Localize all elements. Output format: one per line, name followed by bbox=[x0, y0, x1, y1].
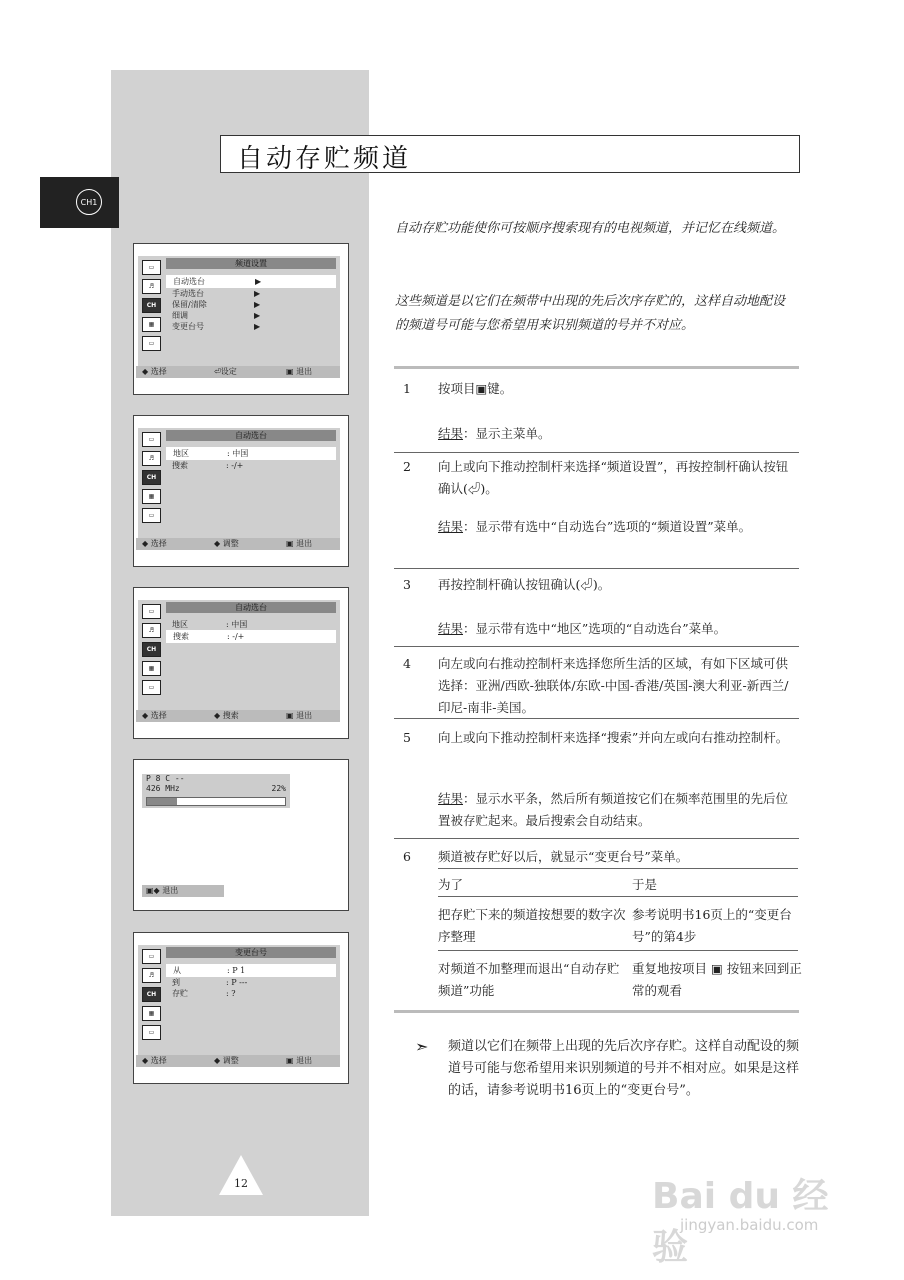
screen-bg bbox=[138, 428, 340, 538]
menu-item-label: 存贮 bbox=[172, 989, 188, 998]
arrow-right-icon: ▶ bbox=[255, 277, 262, 286]
menu-item-label: 手动选台 bbox=[172, 289, 204, 298]
tv-screen-sort-channel bbox=[133, 932, 349, 1084]
menu-footer bbox=[142, 885, 224, 897]
menu-header: 自动选台 bbox=[166, 602, 336, 613]
table-rule bbox=[438, 868, 798, 869]
arrow-icon: ➣ bbox=[415, 1037, 429, 1056]
note-text: 频道以它们在频带上出现的先后次序存贮。这样自动配设的频道号可能与您希望用来识别频道的号并不相对应。如果是这样的话，请参考说明书16页上的“变更台号”。 bbox=[448, 1039, 800, 1098]
page-number: 12 bbox=[234, 1177, 248, 1190]
table-rule bbox=[438, 896, 798, 897]
function-icon: ▦ bbox=[142, 317, 161, 332]
step-text: 向上或向下推动控制杆来选择“频道设置”，再按控制杆确认按钮确认(⏎)。 bbox=[438, 459, 789, 496]
result-label: 结果 bbox=[438, 519, 464, 534]
step-number: 6 bbox=[403, 849, 411, 864]
progress-fill bbox=[147, 798, 177, 805]
footer-exit: ▣◆ 退出 bbox=[146, 886, 179, 895]
divider bbox=[394, 568, 799, 569]
arrow-right-icon: ▶ bbox=[254, 322, 261, 331]
menu-item-label: 变更台号 bbox=[172, 322, 204, 331]
picture-icon: ▭ bbox=[142, 260, 161, 275]
table-cell: 重复地按项目 ▣ 按钮来回到正常的观看 bbox=[632, 961, 802, 998]
channel-icon: CH bbox=[142, 642, 161, 657]
menu-list bbox=[166, 619, 336, 643]
menu-item-value: : 中国 bbox=[227, 449, 249, 458]
menu-item[interactable] bbox=[166, 288, 336, 299]
menu-list bbox=[166, 447, 336, 471]
freq-line bbox=[142, 784, 290, 794]
input-icon: ▭ bbox=[142, 680, 161, 695]
menu-item-label: 细调 bbox=[172, 311, 188, 320]
menu-item-label: 保留/清除 bbox=[172, 300, 207, 309]
chapter-label: CH1 bbox=[76, 189, 102, 215]
step-number: 2 bbox=[403, 459, 411, 474]
input-icon: ▭ bbox=[142, 508, 161, 523]
table-cell: 对频道不加整理而退出“自动存贮频道”功能 bbox=[438, 961, 620, 998]
screen-bg bbox=[138, 945, 340, 1055]
picture-icon: ▭ bbox=[142, 432, 161, 447]
menu-item[interactable] bbox=[166, 299, 336, 310]
step-1 bbox=[395, 378, 800, 400]
picture-icon: ▭ bbox=[142, 604, 161, 619]
arrow-right-icon: ▶ bbox=[254, 289, 261, 298]
step-3-result bbox=[438, 618, 800, 640]
step-4 bbox=[395, 653, 800, 719]
function-icon: ▦ bbox=[142, 1006, 161, 1021]
menu-icons bbox=[140, 604, 162, 699]
footer-exit: ▣ 退出 bbox=[286, 367, 313, 376]
channel-icon: CH bbox=[142, 987, 161, 1002]
action-table bbox=[438, 868, 802, 1008]
menu-icons bbox=[140, 432, 162, 527]
table-rule bbox=[438, 950, 798, 951]
page-number-badge bbox=[219, 1155, 263, 1195]
tv-screen-search-progress bbox=[133, 759, 349, 911]
watermark bbox=[640, 1150, 850, 1268]
result-label: 结果 bbox=[438, 621, 464, 636]
menu-item[interactable] bbox=[166, 630, 336, 643]
menu-item-label: 搜索 bbox=[172, 461, 188, 470]
menu-item-label: 搜索 bbox=[173, 632, 189, 641]
step-text: 向左或向右推动控制杆来选择您所生活的区域，有如下区域可供选择：亚洲/西欧-独联体/东欧-中国-香港/英国-澳大利亚-新西兰/印尼-南非-美国。 bbox=[438, 656, 789, 715]
menu-header: 变更台号 bbox=[166, 947, 336, 958]
function-icon: ▦ bbox=[142, 661, 161, 676]
footer-select: ◆ 选择 bbox=[142, 367, 167, 376]
picture-icon: ▭ bbox=[142, 949, 161, 964]
sound-icon: ♬ bbox=[142, 968, 161, 983]
menu-item-label: 到 bbox=[172, 978, 180, 987]
channel-readout: P 8 C -- bbox=[146, 774, 185, 783]
step-5-result bbox=[438, 788, 800, 832]
menu-item-label: 自动选台 bbox=[173, 277, 205, 286]
divider bbox=[394, 452, 799, 453]
title-box bbox=[220, 135, 800, 173]
footer-exit: ▣ 退出 bbox=[286, 711, 313, 720]
result-text: ：显示带有选中“地区”选项的“自动选台”菜单。 bbox=[463, 621, 727, 636]
menu-item[interactable] bbox=[166, 977, 336, 988]
step-5 bbox=[395, 727, 800, 749]
screen-bg bbox=[138, 600, 340, 710]
divider bbox=[394, 718, 799, 719]
menu-item[interactable] bbox=[166, 321, 336, 332]
menu-item[interactable] bbox=[166, 275, 336, 288]
function-icon: ▦ bbox=[142, 489, 161, 504]
footer-adjust: ◆ 调整 bbox=[214, 539, 239, 548]
sound-icon: ♬ bbox=[142, 451, 161, 466]
step-2-result bbox=[438, 516, 800, 538]
result-text: ：显示主菜单。 bbox=[463, 426, 551, 441]
frequency: 426 MHz bbox=[146, 784, 180, 793]
tv-screen-auto-store-search bbox=[133, 587, 349, 739]
step-number: 3 bbox=[403, 577, 411, 592]
menu-footer bbox=[136, 1055, 340, 1067]
sound-icon: ♬ bbox=[142, 623, 161, 638]
footer-search: ◆ 搜索 bbox=[214, 711, 239, 720]
menu-item-label: 地区 bbox=[172, 620, 188, 629]
step-text: 按项目▣键。 bbox=[438, 381, 513, 396]
channel-icon: CH bbox=[142, 470, 161, 485]
table-header-cell: 为了 bbox=[438, 877, 464, 892]
footer-select: ◆ 选择 bbox=[142, 711, 167, 720]
arrow-right-icon: ▶ bbox=[254, 311, 261, 320]
menu-item-label: 从 bbox=[173, 966, 181, 975]
menu-item[interactable] bbox=[166, 619, 336, 630]
menu-header: 频道设置 bbox=[166, 258, 336, 269]
menu-item[interactable] bbox=[166, 964, 336, 977]
menu-icons bbox=[140, 260, 162, 355]
step-number: 1 bbox=[403, 381, 411, 396]
footer-exit: ▣ 退出 bbox=[286, 1056, 313, 1065]
footer-adjust: ◆ 调整 bbox=[214, 1056, 239, 1065]
menu-item[interactable] bbox=[166, 460, 336, 471]
note bbox=[415, 1036, 800, 1102]
table-cell: 把存贮下来的频道按想要的数字次序整理 bbox=[438, 907, 626, 944]
tv-screen-channel-setup bbox=[133, 243, 349, 395]
watermark-logo: Bai du 经验 bbox=[652, 1176, 829, 1268]
menu-item-value: : ? bbox=[226, 989, 236, 998]
step-text: 频道被存贮好以后，就显示“变更台号”菜单。 bbox=[438, 849, 689, 864]
progress-panel bbox=[142, 774, 290, 808]
step-number: 4 bbox=[403, 656, 411, 671]
menu-item-label: 地区 bbox=[173, 449, 189, 458]
footer-select: ◆ 选择 bbox=[142, 1056, 167, 1065]
menu-item-value: : 中国 bbox=[226, 620, 248, 629]
step-number: 5 bbox=[403, 730, 411, 745]
menu-item[interactable] bbox=[166, 988, 336, 999]
menu-item-value: : P 1 bbox=[227, 966, 246, 975]
input-icon: ▭ bbox=[142, 336, 161, 351]
intro-paragraph-2: 这些频道是以它们在频带中出现的先后次序存贮的，这样自动地配设的频道号可能与您希望用来识别频道的号并不对应。 bbox=[395, 294, 786, 333]
footer-enter: ⏎设定 bbox=[214, 367, 237, 376]
result-label: 结果 bbox=[438, 791, 464, 806]
input-icon: ▭ bbox=[142, 1025, 161, 1040]
menu-item-value: : P --- bbox=[226, 978, 248, 987]
intro-paragraph-1: 自动存贮功能使你可按顺序搜索现有的电视频道，并记忆在线频道。 bbox=[395, 221, 786, 236]
channel-icon: CH bbox=[142, 298, 161, 313]
step-6 bbox=[395, 846, 800, 868]
menu-footer bbox=[136, 710, 340, 722]
tv-screen-auto-store bbox=[133, 415, 349, 567]
result-text: ：显示水平条，然后所有频道按它们在频率范围里的先后位置被存贮起来。最后搜索会自动结束。 bbox=[438, 791, 789, 828]
divider bbox=[394, 646, 799, 647]
menu-item-value: : -/+ bbox=[226, 461, 244, 470]
step-text: 再按控制杆确认按钮确认(⏎)。 bbox=[438, 577, 611, 592]
table-cell: 参考说明书16页上的“变更台号”的第4步 bbox=[632, 907, 792, 944]
watermark-url: jingyan.baidu.com bbox=[680, 1216, 819, 1234]
menu-icons bbox=[140, 949, 162, 1044]
percent: 22% bbox=[271, 784, 286, 793]
result-label: 结果 bbox=[438, 426, 464, 441]
menu-list bbox=[166, 275, 336, 332]
menu-item-value: : -/+ bbox=[227, 632, 245, 641]
page-title: 自动存贮频道 bbox=[237, 144, 412, 174]
step-2 bbox=[395, 456, 800, 500]
divider bbox=[394, 838, 799, 839]
menu-item[interactable] bbox=[166, 310, 336, 321]
result-text: ：显示带有选中“自动选台”选项的“频道设置”菜单。 bbox=[463, 519, 752, 534]
table-header-cell: 于是 bbox=[632, 877, 658, 892]
step-3 bbox=[395, 574, 800, 596]
progress-track bbox=[146, 797, 286, 806]
step-text: 向上或向下推动控制杆来选择“搜索”并向左或向右推动控制杆。 bbox=[438, 730, 789, 745]
arrow-right-icon: ▶ bbox=[254, 300, 261, 309]
menu-footer bbox=[136, 366, 340, 378]
chapter-tab bbox=[40, 177, 119, 228]
sound-icon: ♬ bbox=[142, 279, 161, 294]
menu-item[interactable] bbox=[166, 447, 336, 460]
footer-select: ◆ 选择 bbox=[142, 539, 167, 548]
divider bbox=[394, 366, 799, 369]
footer-exit: ▣ 退出 bbox=[286, 539, 313, 548]
divider bbox=[394, 1010, 799, 1013]
menu-header: 自动选台 bbox=[166, 430, 336, 441]
step-1-result bbox=[438, 423, 800, 445]
menu-footer bbox=[136, 538, 340, 550]
menu-list bbox=[166, 964, 336, 999]
